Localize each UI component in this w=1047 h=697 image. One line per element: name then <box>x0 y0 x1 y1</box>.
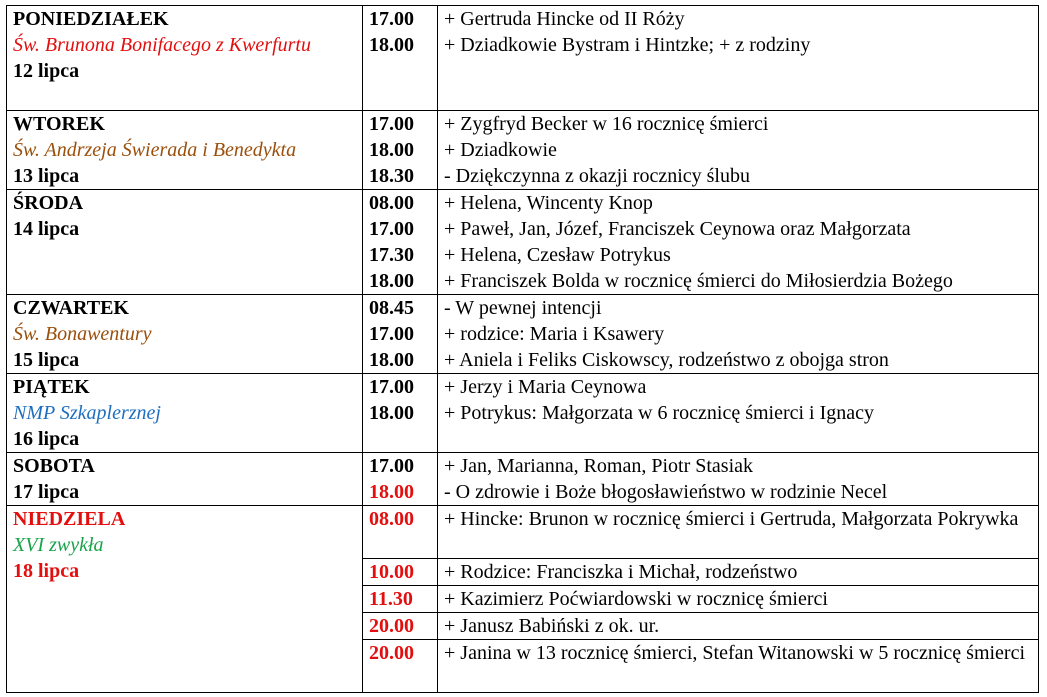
mass-time: 18.00 <box>363 479 438 506</box>
saint-name: XVI zwykła <box>13 534 104 556</box>
day-name: WTOREK <box>13 113 105 135</box>
mass-intention: + Janina w 13 rocznicę śmierci, Stefan Witanowski w 5 rocznicę śmierci <box>438 640 1039 693</box>
day-name: CZWARTEK <box>13 297 129 319</box>
saint-name: Św. Andrzeja Świerada i Benedykta <box>13 139 297 161</box>
day-date: 16 lipca <box>13 428 80 450</box>
mass-intention: + Dziadkowie Bystram i Hintzke; + z rodziny <box>438 32 1039 111</box>
mass-time: 18.00 <box>363 32 438 111</box>
day-name: PIĄTEK <box>13 376 90 398</box>
mass-intention: + Franciszek Bolda w rocznicę śmierci do Miłosierdzia Bożego <box>438 268 1039 295</box>
mass-time: 17.00 <box>363 374 438 401</box>
saint-name: Św. Bonawentury <box>13 323 152 345</box>
mass-time: 08.00 <box>363 506 438 559</box>
mass-intention: + Kazimierz Poćwiardowski w rocznicę śmierci <box>438 586 1039 613</box>
day-cell <box>7 6 363 111</box>
mass-time: 18.30 <box>363 163 438 190</box>
mass-time: 20.00 <box>363 640 438 693</box>
mass-intention: + Paweł, Jan, Józef, Franciszek Ceynowa oraz Małgorzata <box>438 216 1039 242</box>
mass-intention: + Zygfryd Becker w 16 rocznicę śmierci <box>438 111 1039 138</box>
mass-time: 20.00 <box>363 613 438 640</box>
mass-intention: - Dziękczynna z okazji rocznicy ślubu <box>438 163 1039 190</box>
mass-intention: + Rodzice: Franciszka i Michał, rodzeństwo <box>438 559 1039 586</box>
mass-time: 10.00 <box>363 559 438 586</box>
day-cell <box>7 453 363 506</box>
mass-intention: + Dziadkowie <box>438 137 1039 163</box>
mass-time: 18.00 <box>363 268 438 295</box>
mass-time: 11.30 <box>363 586 438 613</box>
schedule-row <box>7 374 1039 401</box>
day-cell <box>7 190 363 295</box>
mass-intention: + Helena, Wincenty Knop <box>438 190 1039 217</box>
day-cell <box>7 374 363 453</box>
schedule-body <box>7 6 1039 693</box>
schedule-row <box>7 295 1039 322</box>
mass-intention: + Hincke: Brunon w rocznicę śmierci i Gertruda, Małgorzata Pokrywka <box>438 506 1039 559</box>
mass-intention: + Helena, Czesław Potrykus <box>438 242 1039 268</box>
mass-time: 18.00 <box>363 400 438 453</box>
mass-intention: + Janusz Babiński z ok. ur. <box>438 613 1039 640</box>
mass-time: 17.30 <box>363 242 438 268</box>
mass-intention: + Potrykus: Małgorzata w 6 rocznicę śmierci i Ignacy <box>438 400 1039 453</box>
day-cell <box>7 506 363 693</box>
schedule-row <box>7 453 1039 480</box>
mass-time: 08.45 <box>363 295 438 322</box>
mass-time: 18.00 <box>363 347 438 374</box>
schedule-row <box>7 6 1039 33</box>
mass-time: 17.00 <box>363 321 438 347</box>
day-name: NIEDZIELA <box>13 508 126 530</box>
mass-intention: - W pewnej intencji <box>438 295 1039 322</box>
mass-time: 17.00 <box>363 453 438 480</box>
day-name: SOBOTA <box>13 455 95 477</box>
saint-name: Św. Brunona Bonifacego z Kwerfurtu <box>13 34 311 56</box>
schedule-row <box>7 506 1039 559</box>
mass-intention: + Gertruda Hincke od II Róży <box>438 6 1039 33</box>
mass-time: 17.00 <box>363 6 438 33</box>
mass-intention: - O zdrowie i Boże błogosławieństwo w rodzinie Necel <box>438 479 1039 506</box>
mass-time: 17.00 <box>363 111 438 138</box>
mass-time: 17.00 <box>363 216 438 242</box>
mass-intention: + Aniela i Feliks Ciskowscy, rodzeństwo z obojga stron <box>438 347 1039 374</box>
schedule-row <box>7 111 1039 138</box>
day-date: 18 lipca <box>13 560 80 582</box>
day-date: 13 lipca <box>13 165 80 187</box>
schedule-row <box>7 190 1039 217</box>
day-date: 14 lipca <box>13 218 80 240</box>
day-date: 17 lipca <box>13 481 80 503</box>
day-cell <box>7 111 363 190</box>
mass-schedule-table <box>6 5 1039 693</box>
saint-name: NMP Szkaplerznej <box>13 402 161 424</box>
day-date: 12 lipca <box>13 60 80 82</box>
mass-intention: + Jan, Marianna, Roman, Piotr Stasiak <box>438 453 1039 480</box>
day-name: PONIEDZIAŁEK <box>13 8 169 30</box>
mass-time: 18.00 <box>363 137 438 163</box>
day-cell <box>7 295 363 374</box>
day-name: ŚRODA <box>13 192 84 214</box>
mass-time: 08.00 <box>363 190 438 217</box>
mass-intention: + Jerzy i Maria Ceynowa <box>438 374 1039 401</box>
mass-intention: + rodzice: Maria i Ksawery <box>438 321 1039 347</box>
day-date: 15 lipca <box>13 349 80 371</box>
